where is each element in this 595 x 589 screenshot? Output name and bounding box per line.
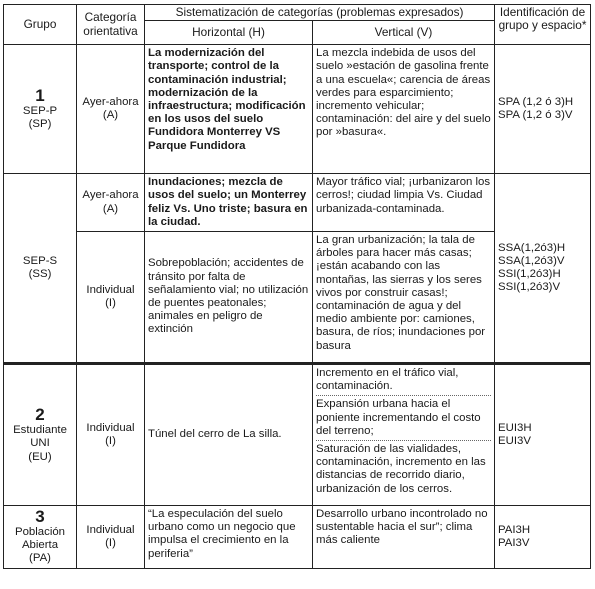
id-code: SSI(1,2ó3)H (498, 268, 561, 281)
vertical-cell: Desarrollo urbano incontrolado no sustentable hacia el sur”; clima más caliente (313, 506, 495, 569)
id-cell (495, 174, 591, 364)
id-code: SPA (1,2 ó 3)V (498, 109, 573, 122)
group-code: (EU) (28, 450, 52, 463)
table-row (4, 364, 591, 506)
vertical-cell: La gran urbanización; la tala de árboles para hacer más casas; ¡están acabando con las montañas, las sierras y los seres vivos por construir casas!; contaminación de agua y del medio ambiente por: camiones, basura, de ríos; inundaciones por basura (313, 232, 495, 364)
group-code: (SS) (28, 268, 52, 281)
group-name: SEP-P (22, 105, 58, 117)
group-cell (4, 174, 77, 364)
header-categoria: Categoría orientativa (77, 5, 145, 45)
id-code: EUI3H (498, 421, 532, 434)
group-cell (4, 364, 77, 506)
category-cell: Individual (I) (77, 364, 145, 506)
header-vertical: Vertical (V) (313, 21, 495, 45)
horizontal-cell: Sobrepoblación; accidentes de tránsito por falta de señalamiento vial; no utilización de puentes peatonales; animales en peligro de extinción (145, 232, 313, 364)
group-code: (SP) (28, 118, 52, 131)
group-name: SEP-S (22, 254, 58, 267)
vertical-item: Incremento en el tráfico vial, contaminación. (316, 367, 491, 396)
id-code: SPA (1,2 ó 3)H (498, 96, 574, 108)
group-number: 1 (35, 86, 45, 105)
group-name: Población Abierta (14, 526, 66, 552)
category-cell: Ayer-ahora (A) (77, 174, 145, 232)
table-row (4, 174, 591, 232)
id-code: SSI(1,2ó3)V (498, 281, 561, 294)
table-row (4, 506, 591, 569)
id-code: EUI3V (498, 435, 531, 448)
horizontal-cell: Túnel del cerro de La silla. (145, 364, 313, 506)
vertical-item: Saturación de las vialidades, contaminación, incremento en las distancias de recorrido diario, urbanización de los cerros. (316, 443, 486, 495)
header-row-1 (4, 5, 591, 21)
header-horizontal: Horizontal (H) (145, 21, 313, 45)
group-cell (4, 506, 77, 569)
categories-table (3, 4, 591, 569)
vertical-cell: Mayor tráfico vial; ¡urbanizaron los cerros!; ciudad limpia Vs. Ciudad urbanizada-contaminada. (313, 174, 495, 232)
horizontal-cell: Inundaciones; mezcla de usos del suelo; un Monterrey feliz Vs. Uno triste; basura en la ciudad. (145, 174, 313, 232)
vertical-cell: La mezcla indebida de usos del suelo »estación de gasolina frente a una escuela«; carencia de áreas verdes para esparcimiento; incremento vehicular; contaminación: del aire y del suelo por »basura«. (313, 45, 495, 174)
id-code: SSA(1,2ó3)H (498, 241, 566, 254)
category-cell: Ayer-ahora (A) (77, 45, 145, 174)
id-cell (495, 45, 591, 174)
id-cell (495, 364, 591, 506)
vertical-item: Expansión urbana hacia el poniente incrementando el costo del terreno; (316, 398, 491, 441)
id-code: PAI3V (498, 536, 530, 549)
horizontal-cell: La modernización del transporte; control de la contaminación industrial; modernización de la infraestructura; modificación en los usos del suelo Fundidora Monterrey VS Parque Fundidora (145, 45, 313, 174)
header-identificacion: Identificación de grupo y espacio* (495, 5, 591, 45)
group-name: Estudiante UNI (13, 424, 67, 450)
header-sistematizacion: Sistematización de categorías (problemas expresados) (145, 5, 495, 21)
group-number: 3 (35, 507, 45, 527)
table-row (4, 45, 591, 174)
id-code: SSA(1,2ó3)V (498, 254, 565, 267)
category-cell: Individual (I) (77, 506, 145, 569)
horizontal-cell: “La especulación del suelo urbano como un negocio que impulsa el crecimiento en la periferia” (145, 506, 313, 569)
group-cell (4, 45, 77, 174)
header-grupo: Grupo (4, 5, 77, 45)
vertical-cell (313, 364, 495, 506)
group-number: 2 (35, 405, 45, 425)
category-cell: Individual (I) (77, 232, 145, 364)
id-cell (495, 506, 591, 569)
id-code: PAI3H (498, 523, 531, 536)
group-code: (PA) (29, 552, 51, 565)
